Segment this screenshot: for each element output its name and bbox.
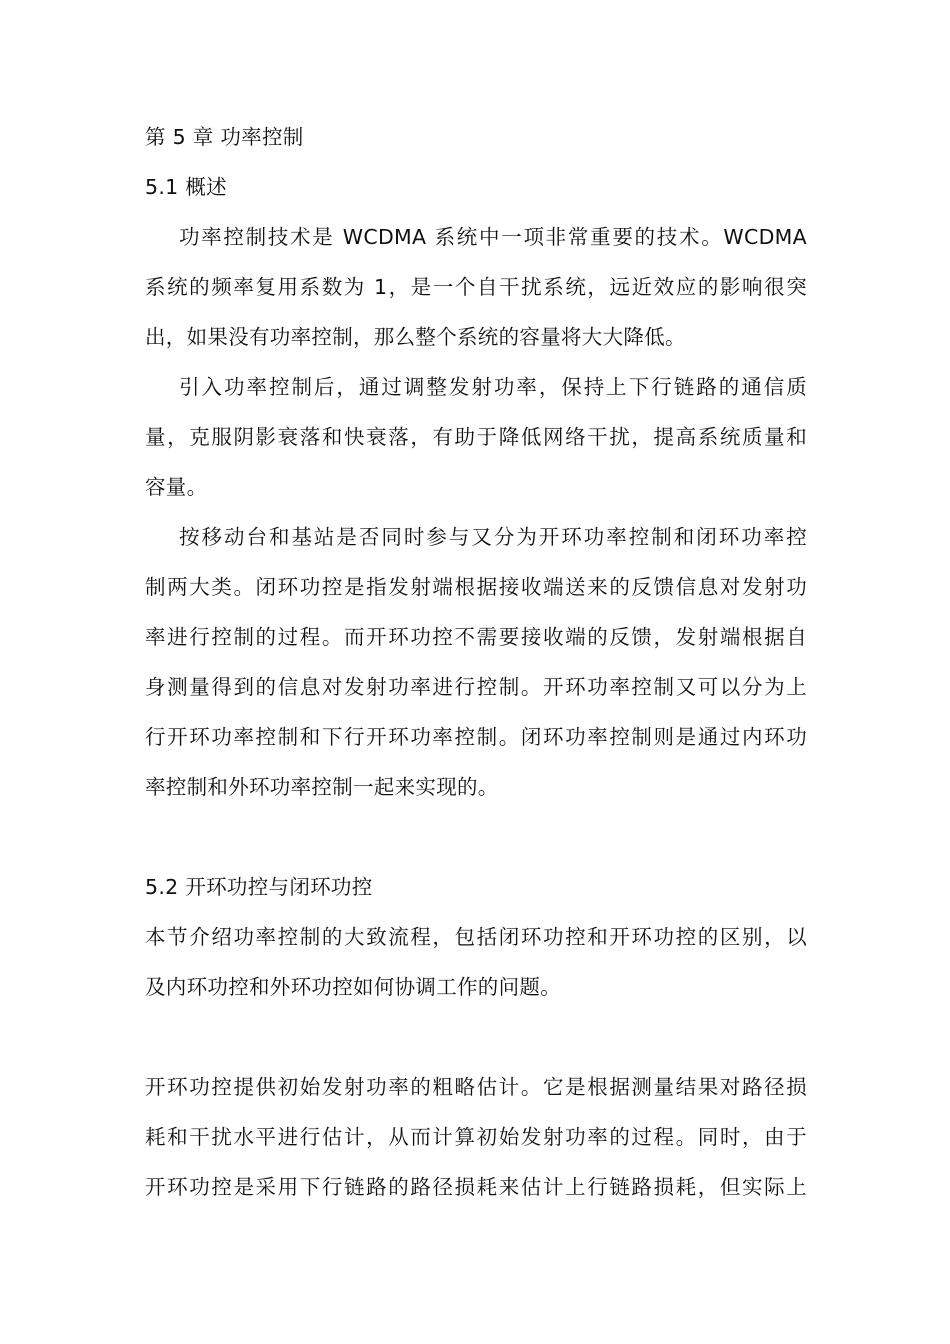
paragraph-overview-3 — [145, 512, 807, 812]
section-heading-5-2: 5.2 开环功控与闭环功控 — [145, 875, 373, 899]
paragraph-line: 量，克服阴影衰落和快衰落，有助于降低网络干扰，提高系统质量和 — [145, 425, 807, 449]
chapter-title: 第 5 章 功率控制 — [145, 125, 304, 149]
paragraph-line: 制两大类。闭环功控是指发射端根据接收端送来的反馈信息对发射功 — [145, 575, 807, 599]
paragraph-line: 及内环功控和外环功控如何协调工作的问题。 — [145, 975, 561, 999]
paragraph-line: 本节介绍功率控制的大致流程，包括闭环功控和开环功控的区别，以 — [145, 925, 807, 949]
paragraph-line: 开环功控提供初始发射功率的粗略估计。它是根据测量结果对路径损 — [145, 1075, 807, 1099]
paragraph-line: 按移动台和基站是否同时参与又分为开环功率控制和闭环功率控 — [179, 525, 807, 549]
paragraph-line: 功率控制技术是 WCDMA 系统中一项非常重要的技术。WCDMA — [179, 225, 807, 249]
paragraph-line: 系统的频率复用系数为 1，是一个自干扰系统，远近效应的影响很突 — [145, 275, 807, 299]
paragraph-line: 耗和干扰水平进行估计，从而计算初始发射功率的过程。同时，由于 — [145, 1125, 807, 1149]
section-heading-5-1: 5.1 概述 — [145, 175, 227, 199]
paragraph-line: 率控制和外环功率控制一起来实现的。 — [145, 775, 499, 799]
paragraph-loop-1 — [145, 912, 807, 1012]
paragraph-loop-2 — [145, 1062, 807, 1212]
paragraph-line: 身测量得到的信息对发射功率进行控制。开环功率控制又可以分为上 — [145, 675, 807, 699]
paragraph-line: 率进行控制的过程。而开环功控不需要接收端的反馈，发射端根据自 — [145, 625, 807, 649]
paragraph-line: 开环功控是采用下行链路的路径损耗来估计上行链路损耗，但实际上 — [145, 1175, 807, 1199]
paragraph-line: 容量。 — [145, 475, 208, 499]
paragraph-overview-1 — [145, 212, 807, 362]
document-body — [145, 112, 807, 1212]
paragraph-line: 出，如果没有功率控制，那么整个系统的容量将大大降低。 — [145, 325, 686, 349]
paragraph-overview-2 — [145, 362, 807, 512]
paragraph-line: 引入功率控制后，通过调整发射功率，保持上下行链路的通信质 — [179, 375, 807, 399]
paragraph-line: 行开环功率控制和下行开环功率控制。闭环功率控制则是通过内环功 — [145, 725, 807, 749]
